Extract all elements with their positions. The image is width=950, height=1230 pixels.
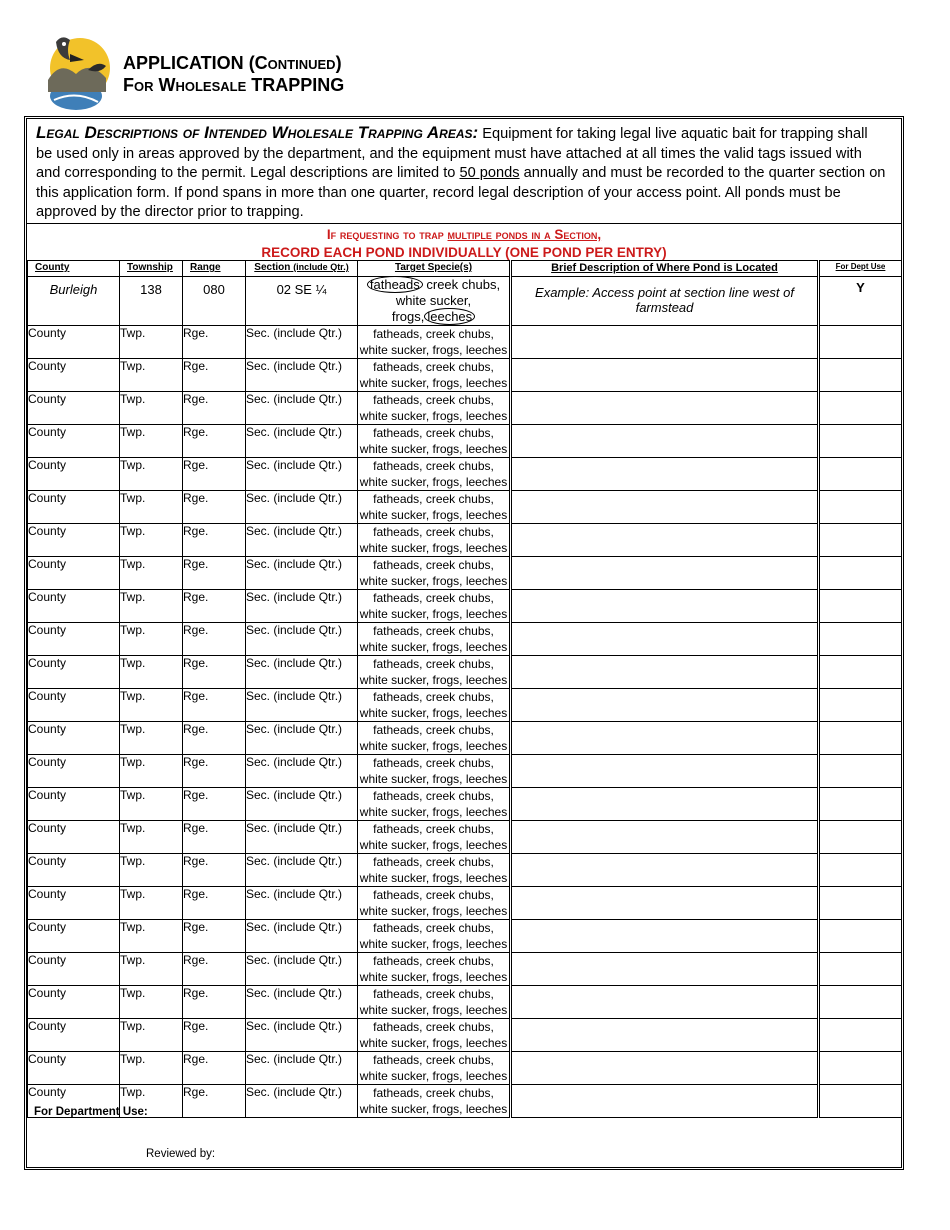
pond-entry-row[interactable] <box>28 689 902 722</box>
township-field[interactable]: Twp. <box>120 425 183 458</box>
pond-entry-row[interactable] <box>28 788 902 821</box>
pond-description-field[interactable] <box>511 986 819 1019</box>
pond-description-field[interactable] <box>511 359 819 392</box>
pond-description-field[interactable] <box>511 722 819 755</box>
pond-description-field[interactable] <box>511 656 819 689</box>
township-field[interactable]: Twp. <box>120 491 183 524</box>
species-options[interactable]: fatheads, creek chubs, white sucker, frogs, leeches <box>358 722 511 755</box>
range-field[interactable]: Rge. <box>183 1019 246 1052</box>
township-field[interactable]: Twp. <box>120 821 183 854</box>
dept-use-field <box>819 491 902 524</box>
county-field[interactable]: County <box>28 821 120 854</box>
range-field[interactable]: Rge. <box>183 854 246 887</box>
dept-use-field <box>819 458 902 491</box>
range-field[interactable]: Rge. <box>183 953 246 986</box>
range-field[interactable]: Rge. <box>183 887 246 920</box>
dept-use-field <box>819 1085 902 1118</box>
species-options[interactable]: fatheads, creek chubs, white sucker, frogs, leeches <box>358 986 511 1019</box>
form-title: APPLICATION (Continued) For Wholesale TRAPPING <box>123 53 345 95</box>
range-field[interactable]: Rge. <box>183 524 246 557</box>
county-field[interactable]: County <box>28 887 120 920</box>
township-field[interactable]: Twp. <box>120 326 183 359</box>
township-field[interactable]: Twp. <box>120 557 183 590</box>
dept-use-field <box>819 689 902 722</box>
dept-use-field <box>819 1052 902 1085</box>
pond-entry-row[interactable] <box>28 755 902 788</box>
dept-use-field <box>819 755 902 788</box>
pond-limit: 50 ponds <box>459 165 520 182</box>
county-field[interactable]: County <box>28 491 120 524</box>
species-options[interactable]: fatheads, creek chubs, white sucker, frogs, leeches <box>358 1052 511 1085</box>
range-field[interactable]: Rge. <box>183 1085 246 1118</box>
township-field[interactable]: Twp. <box>120 722 183 755</box>
dept-use-field <box>819 953 902 986</box>
section-field[interactable]: Sec. (include Qtr.) <box>246 854 358 887</box>
pond-entry-row[interactable] <box>28 1052 902 1085</box>
pond-entry-row[interactable] <box>28 920 902 953</box>
pond-entry-row[interactable] <box>28 656 902 689</box>
pond-description-field[interactable] <box>511 392 819 425</box>
dept-use-field <box>819 359 902 392</box>
range-field[interactable]: Rge. <box>183 656 246 689</box>
dept-use-field <box>819 788 902 821</box>
township-field[interactable]: Twp. <box>120 656 183 689</box>
range-field[interactable]: Rge. <box>183 788 246 821</box>
dept-use-field <box>819 1019 902 1052</box>
county-field[interactable]: County <box>28 623 120 656</box>
species-options[interactable]: fatheads, creek chubs, white sucker, frogs, leeches <box>358 887 511 920</box>
pond-description-field[interactable] <box>511 326 819 359</box>
range-field[interactable]: Rge. <box>183 689 246 722</box>
pond-entry-row[interactable] <box>28 458 902 491</box>
township-field[interactable]: Twp. <box>120 887 183 920</box>
pond-entry-row[interactable] <box>28 821 902 854</box>
species-options[interactable]: fatheads, creek chubs, white sucker, frogs, leeches <box>358 458 511 491</box>
section-field[interactable]: Sec. (include Qtr.) <box>246 524 358 557</box>
pond-table <box>27 260 902 1118</box>
species-options[interactable]: fatheads, creek chubs, white sucker, frogs, leeches <box>358 524 511 557</box>
species-options[interactable]: fatheads, creek chubs, white sucker, frogs, leeches <box>358 656 511 689</box>
pond-entry-row[interactable] <box>28 887 902 920</box>
pond-entry-row[interactable] <box>28 425 902 458</box>
section-field[interactable]: Sec. (include Qtr.) <box>246 1085 358 1118</box>
section-field[interactable]: Sec. (include Qtr.) <box>246 788 358 821</box>
county-field[interactable]: County <box>28 755 120 788</box>
species-options[interactable]: fatheads, creek chubs, white sucker, frogs, leeches <box>358 854 511 887</box>
range-field[interactable]: Rge. <box>183 590 246 623</box>
range-field[interactable]: Rge. <box>183 623 246 656</box>
pond-description-field[interactable] <box>511 788 819 821</box>
dept-use-field <box>819 524 902 557</box>
pond-description-field[interactable] <box>511 590 819 623</box>
township-field[interactable]: Twp. <box>120 1019 183 1052</box>
pond-description-field[interactable] <box>511 458 819 491</box>
pond-entry-row[interactable] <box>28 524 902 557</box>
county-field[interactable]: County <box>28 1085 120 1118</box>
section-field[interactable]: Sec. (include Qtr.) <box>246 986 358 1019</box>
township-field[interactable]: Twp. <box>120 458 183 491</box>
species-options[interactable]: fatheads, creek chubs, white sucker, frogs, leeches <box>358 557 511 590</box>
pond-description-field[interactable] <box>511 623 819 656</box>
range-field[interactable]: Rge. <box>183 920 246 953</box>
township-field[interactable]: Twp. <box>120 392 183 425</box>
dept-use-field <box>819 722 902 755</box>
dept-use-field <box>819 623 902 656</box>
county-field[interactable]: County <box>28 1019 120 1052</box>
county-field[interactable]: County <box>28 1052 120 1085</box>
pond-entry-row[interactable] <box>28 623 902 656</box>
dept-use-field <box>819 854 902 887</box>
dept-use-field <box>819 986 902 1019</box>
range-field[interactable]: Rge. <box>183 986 246 1019</box>
species-options[interactable]: fatheads, creek chubs, white sucker, frogs, leeches <box>358 359 511 392</box>
county-field[interactable]: County <box>28 854 120 887</box>
county-field[interactable]: County <box>28 524 120 557</box>
section-field[interactable]: Sec. (include Qtr.) <box>246 887 358 920</box>
county-field[interactable]: County <box>28 953 120 986</box>
range-field[interactable]: Rge. <box>183 425 246 458</box>
pond-entry-row[interactable] <box>28 1085 902 1118</box>
dept-use-field <box>819 887 902 920</box>
pond-description-field[interactable] <box>511 1085 819 1118</box>
township-field[interactable]: Twp. <box>120 920 183 953</box>
section-field[interactable]: Sec. (include Qtr.) <box>246 491 358 524</box>
pond-description-field[interactable] <box>511 821 819 854</box>
trapping-areas-form: Legal Descriptions of Intended Wholesale Trapping Areas: Equipment for taking legal live aquatic bait for trapping shall be used only in areas approved by the department, and the equipment must have attached at all times the valid tags issued with and corresponding to the permit. Legal descriptions are limited to 50 ponds annually and must be recorded to the quarter section on this application form. If pond spans in more than one quarter, record legal description of your access point. All ponds must be approved by the director prior to trapping. If requesting to trap multiple ponds in a Section, RECORD EACH POND INDIVIDUALLY (ONE POND PER ENTRY) County Township Range Section (include Qtr.) Target Specie(s) Brief Description of Where Pond is Located For Dept Use Burleigh 138 080 02 SE ¼ fatheads creek chubs, white sucker, frogs, leeches Example: Access point at section line west of farmstead Y County Twp. Rge. Sec. (include Qtr.) fatheads, creek chubs, white sucker, frogs, leeches County Twp. Rge. Sec. (include Qtr.) fatheads, creek chubs, white sucker, frogs, leeches County Twp. Rge. Sec. (include Qtr.) fatheads, creek chubs, white sucker, frogs, leeches County Twp. Rge. Sec. (include Qtr.) fatheads, creek chubs, white sucker, frogs, leeches County Twp. Rge. Sec. (include Qtr.) fatheads, creek chubs, white sucker, frogs, leeches County Twp. Rge. Sec. (include Qtr.) fatheads, creek chubs, white sucker, frogs, leeches County Twp. Rge. Sec. (include Qtr.) fatheads, creek chubs, white sucker, frogs, leeches County Twp. Rge. Sec. (include Qtr.) fatheads, creek chubs, white sucker, frogs, leeches County Twp. Rge. Sec. (include Qtr.) fatheads, creek chubs, white sucker, frogs, leeches County Twp. Rge. Sec. (include Qtr.) fatheads, creek chubs, white sucker, frogs, leeches County Twp. Rge. Sec. (include Qtr.) fatheads, creek chubs, white sucker, frogs, leeches County Twp. Rge. Sec. (include Qtr.) fatheads, creek chubs, white sucker, frogs, leeches County Twp. Rge. Sec. (include Qtr.) fatheads, creek chubs, white sucker, frogs, leeches County Twp. Rge. Sec. (include Qtr.) fatheads, creek chubs, white sucker, frogs, leeches County Twp. Rge. Sec. (include Qtr.) fatheads, creek chubs, white sucker, frogs, leeches County Twp. Rge. Sec. (include Qtr.) fatheads, creek chubs, white sucker, frogs, leeches County Twp. Rge. Sec. (include Qtr.) fatheads, creek chubs, white sucker, frogs, leeches County Twp. Rge. Sec. (include Qtr.) fatheads, creek chubs, white sucker, frogs, leeches County Twp. Rge. Sec. (include Qtr.) fatheads, creek chubs, white sucker, frogs, leeches County Twp. Rge. Sec. (include Qtr.) fatheads, creek chubs, white sucker, frogs, leeches County Twp. Rge. Sec. (include Qtr.) fatheads, creek chubs, white sucker, frogs, leeches County Twp. Rge. Sec. (include Qtr.) fatheads, creek chubs, white sucker, frogs, leeches County Twp. Rge. Sec. (include Qtr.) fatheads, creek chubs, white sucker, frogs, leeches County Twp. Rge. Sec. (include Qtr.) fatheads, creek chubs, white sucker, frogs, leeches For Department Use: Reviewed by: <box>24 116 904 1170</box>
pond-description-field[interactable] <box>511 689 819 722</box>
range-field[interactable]: Rge. <box>183 458 246 491</box>
section-field[interactable]: Sec. (include Qtr.) <box>246 953 358 986</box>
county-field[interactable]: County <box>28 590 120 623</box>
species-options[interactable]: fatheads, creek chubs, white sucker, frogs, leeches <box>358 623 511 656</box>
range-field[interactable]: Rge. <box>183 491 246 524</box>
section-field[interactable]: Sec. (include Qtr.) <box>246 326 358 359</box>
section-field[interactable]: Sec. (include Qtr.) <box>246 722 358 755</box>
township-field[interactable]: Twp. <box>120 590 183 623</box>
county-field[interactable]: County <box>28 722 120 755</box>
species-options[interactable]: fatheads, creek chubs, white sucker, frogs, leeches <box>358 689 511 722</box>
species-options[interactable]: fatheads, creek chubs, white sucker, frogs, leeches <box>358 425 511 458</box>
range-field[interactable]: Rge. <box>183 557 246 590</box>
section-field[interactable]: Sec. (include Qtr.) <box>246 557 358 590</box>
species-options[interactable]: fatheads, creek chubs, white sucker, frogs, leeches <box>358 1019 511 1052</box>
species-options[interactable]: fatheads, creek chubs, white sucker, frogs, leeches <box>358 1085 511 1118</box>
section-field[interactable]: Sec. (include Qtr.) <box>246 1019 358 1052</box>
pond-description-field[interactable] <box>511 557 819 590</box>
range-field[interactable]: Rge. <box>183 821 246 854</box>
dept-use-field <box>819 392 902 425</box>
range-field[interactable]: Rge. <box>183 392 246 425</box>
township-field[interactable]: Twp. <box>120 623 183 656</box>
county-field[interactable]: County <box>28 359 120 392</box>
dept-use-field <box>819 656 902 689</box>
pond-description-field[interactable] <box>511 425 819 458</box>
dept-use-field <box>819 590 902 623</box>
species-options[interactable]: fatheads, creek chubs, white sucker, frogs, leeches <box>358 491 511 524</box>
county-field[interactable]: County <box>28 689 120 722</box>
section-field[interactable]: Sec. (include Qtr.) <box>246 392 358 425</box>
pond-description-field[interactable] <box>511 854 819 887</box>
species-options[interactable]: fatheads, creek chubs, white sucker, frogs, leeches <box>358 953 511 986</box>
reviewed-by-label: Reviewed by: <box>146 1148 216 1160</box>
table-header: County Township Range Section (include Qtr.) Target Specie(s) Brief Description of Where Pond is Located For Dept Use <box>28 261 902 277</box>
county-field[interactable]: County <box>28 788 120 821</box>
township-field[interactable]: Twp. <box>120 755 183 788</box>
species-options[interactable]: fatheads, creek chubs, white sucker, frogs, leeches <box>358 821 511 854</box>
pond-entry-row[interactable] <box>28 590 902 623</box>
pond-description-field[interactable] <box>511 1019 819 1052</box>
section-field[interactable]: Sec. (include Qtr.) <box>246 689 358 722</box>
pond-description-field[interactable] <box>511 1052 819 1085</box>
section-field[interactable]: Sec. (include Qtr.) <box>246 656 358 689</box>
township-field[interactable]: Twp. <box>120 1052 183 1085</box>
county-field[interactable]: County <box>28 425 120 458</box>
pond-description-field[interactable] <box>511 755 819 788</box>
pond-entry-row[interactable] <box>28 1019 902 1052</box>
species-options[interactable]: fatheads, creek chubs, white sucker, frogs, leeches <box>358 392 511 425</box>
species-options[interactable]: fatheads, creek chubs, white sucker, frogs, leeches <box>358 326 511 359</box>
county-field[interactable]: County <box>28 392 120 425</box>
dept-use-field <box>819 326 902 359</box>
range-field[interactable]: Rge. <box>183 326 246 359</box>
township-field[interactable]: Twp. <box>120 1085 183 1118</box>
dept-use-field <box>819 920 902 953</box>
pond-description-field[interactable] <box>511 920 819 953</box>
pond-entry-row[interactable] <box>28 953 902 986</box>
dept-use-field <box>819 557 902 590</box>
multiple-ponds-notice: If requesting to trap multiple ponds in a Section, RECORD EACH POND INDIVIDUALLY (ONE POND PER ENTRY) <box>261 227 667 260</box>
county-field[interactable]: County <box>28 326 120 359</box>
pond-description-field[interactable] <box>511 887 819 920</box>
nd-game-fish-logo <box>40 30 112 112</box>
township-field[interactable]: Twp. <box>120 953 183 986</box>
county-field[interactable]: County <box>28 656 120 689</box>
pond-entry-row[interactable] <box>28 326 902 359</box>
section-field[interactable]: Sec. (include Qtr.) <box>246 821 358 854</box>
species-options[interactable]: fatheads, creek chubs, white sucker, frogs, leeches <box>358 788 511 821</box>
pond-entry-row[interactable] <box>28 359 902 392</box>
section-field[interactable]: Sec. (include Qtr.) <box>246 458 358 491</box>
section-field[interactable]: Sec. (include Qtr.) <box>246 623 358 656</box>
pond-description-field[interactable] <box>511 953 819 986</box>
species-options[interactable]: fatheads, creek chubs, white sucker, frogs, leeches <box>358 590 511 623</box>
section-field[interactable]: Sec. (include Qtr.) <box>246 590 358 623</box>
example-row: Burleigh 138 080 02 SE ¼ fatheads creek chubs, white sucker, frogs, leeches Example: Access point at section line west of farmstead Y <box>28 277 902 326</box>
section-field[interactable]: Sec. (include Qtr.) <box>246 1052 358 1085</box>
pond-description-field[interactable] <box>511 524 819 557</box>
range-field[interactable]: Rge. <box>183 755 246 788</box>
species-options[interactable]: fatheads, creek chubs, white sucker, frogs, leeches <box>358 920 511 953</box>
section-field[interactable]: Sec. (include Qtr.) <box>246 359 358 392</box>
county-field[interactable]: County <box>28 458 120 491</box>
pond-entry-row[interactable] <box>28 491 902 524</box>
legal-descriptions-paragraph: Legal Descriptions of Intended Wholesale Trapping Areas: Equipment for taking legal live aquatic bait for trapping shall be used only in areas approved by the department, and the equipment must have attached at all times the valid tags issued with and corresponding to the permit. Legal descriptions are limited to 50 ponds annually and must be recorded to the quarter section on this application form. If pond spans in more than one quarter, record legal description of your access point. All ponds must be approved by the director prior to trapping. <box>36 123 886 221</box>
township-field[interactable]: Twp. <box>120 359 183 392</box>
pond-entry-row[interactable] <box>28 722 902 755</box>
section-field[interactable]: Sec. (include Qtr.) <box>246 425 358 458</box>
range-field[interactable]: Rge. <box>183 1052 246 1085</box>
dept-use-field <box>819 821 902 854</box>
township-field[interactable]: Twp. <box>120 524 183 557</box>
legal-heading: Legal Descriptions of Intended Wholesale Trapping Areas: <box>36 123 479 142</box>
dept-use-field <box>819 425 902 458</box>
pond-description-field[interactable] <box>511 491 819 524</box>
county-field[interactable]: County <box>28 986 120 1019</box>
township-field[interactable]: Twp. <box>120 986 183 1019</box>
range-field[interactable]: Rge. <box>183 359 246 392</box>
county-field[interactable]: County <box>28 920 120 953</box>
county-field[interactable]: County <box>28 557 120 590</box>
township-field[interactable]: Twp. <box>120 854 183 887</box>
range-field[interactable]: Rge. <box>183 722 246 755</box>
township-field[interactable]: Twp. <box>120 788 183 821</box>
species-options[interactable]: fatheads, creek chubs, white sucker, frogs, leeches <box>358 755 511 788</box>
pond-entry-row[interactable] <box>28 986 902 1019</box>
township-field[interactable]: Twp. <box>120 689 183 722</box>
pond-entry-row[interactable] <box>28 392 902 425</box>
section-field[interactable]: Sec. (include Qtr.) <box>246 755 358 788</box>
section-field[interactable]: Sec. (include Qtr.) <box>246 920 358 953</box>
pond-entry-row[interactable] <box>28 557 902 590</box>
pond-entry-row[interactable] <box>28 854 902 887</box>
